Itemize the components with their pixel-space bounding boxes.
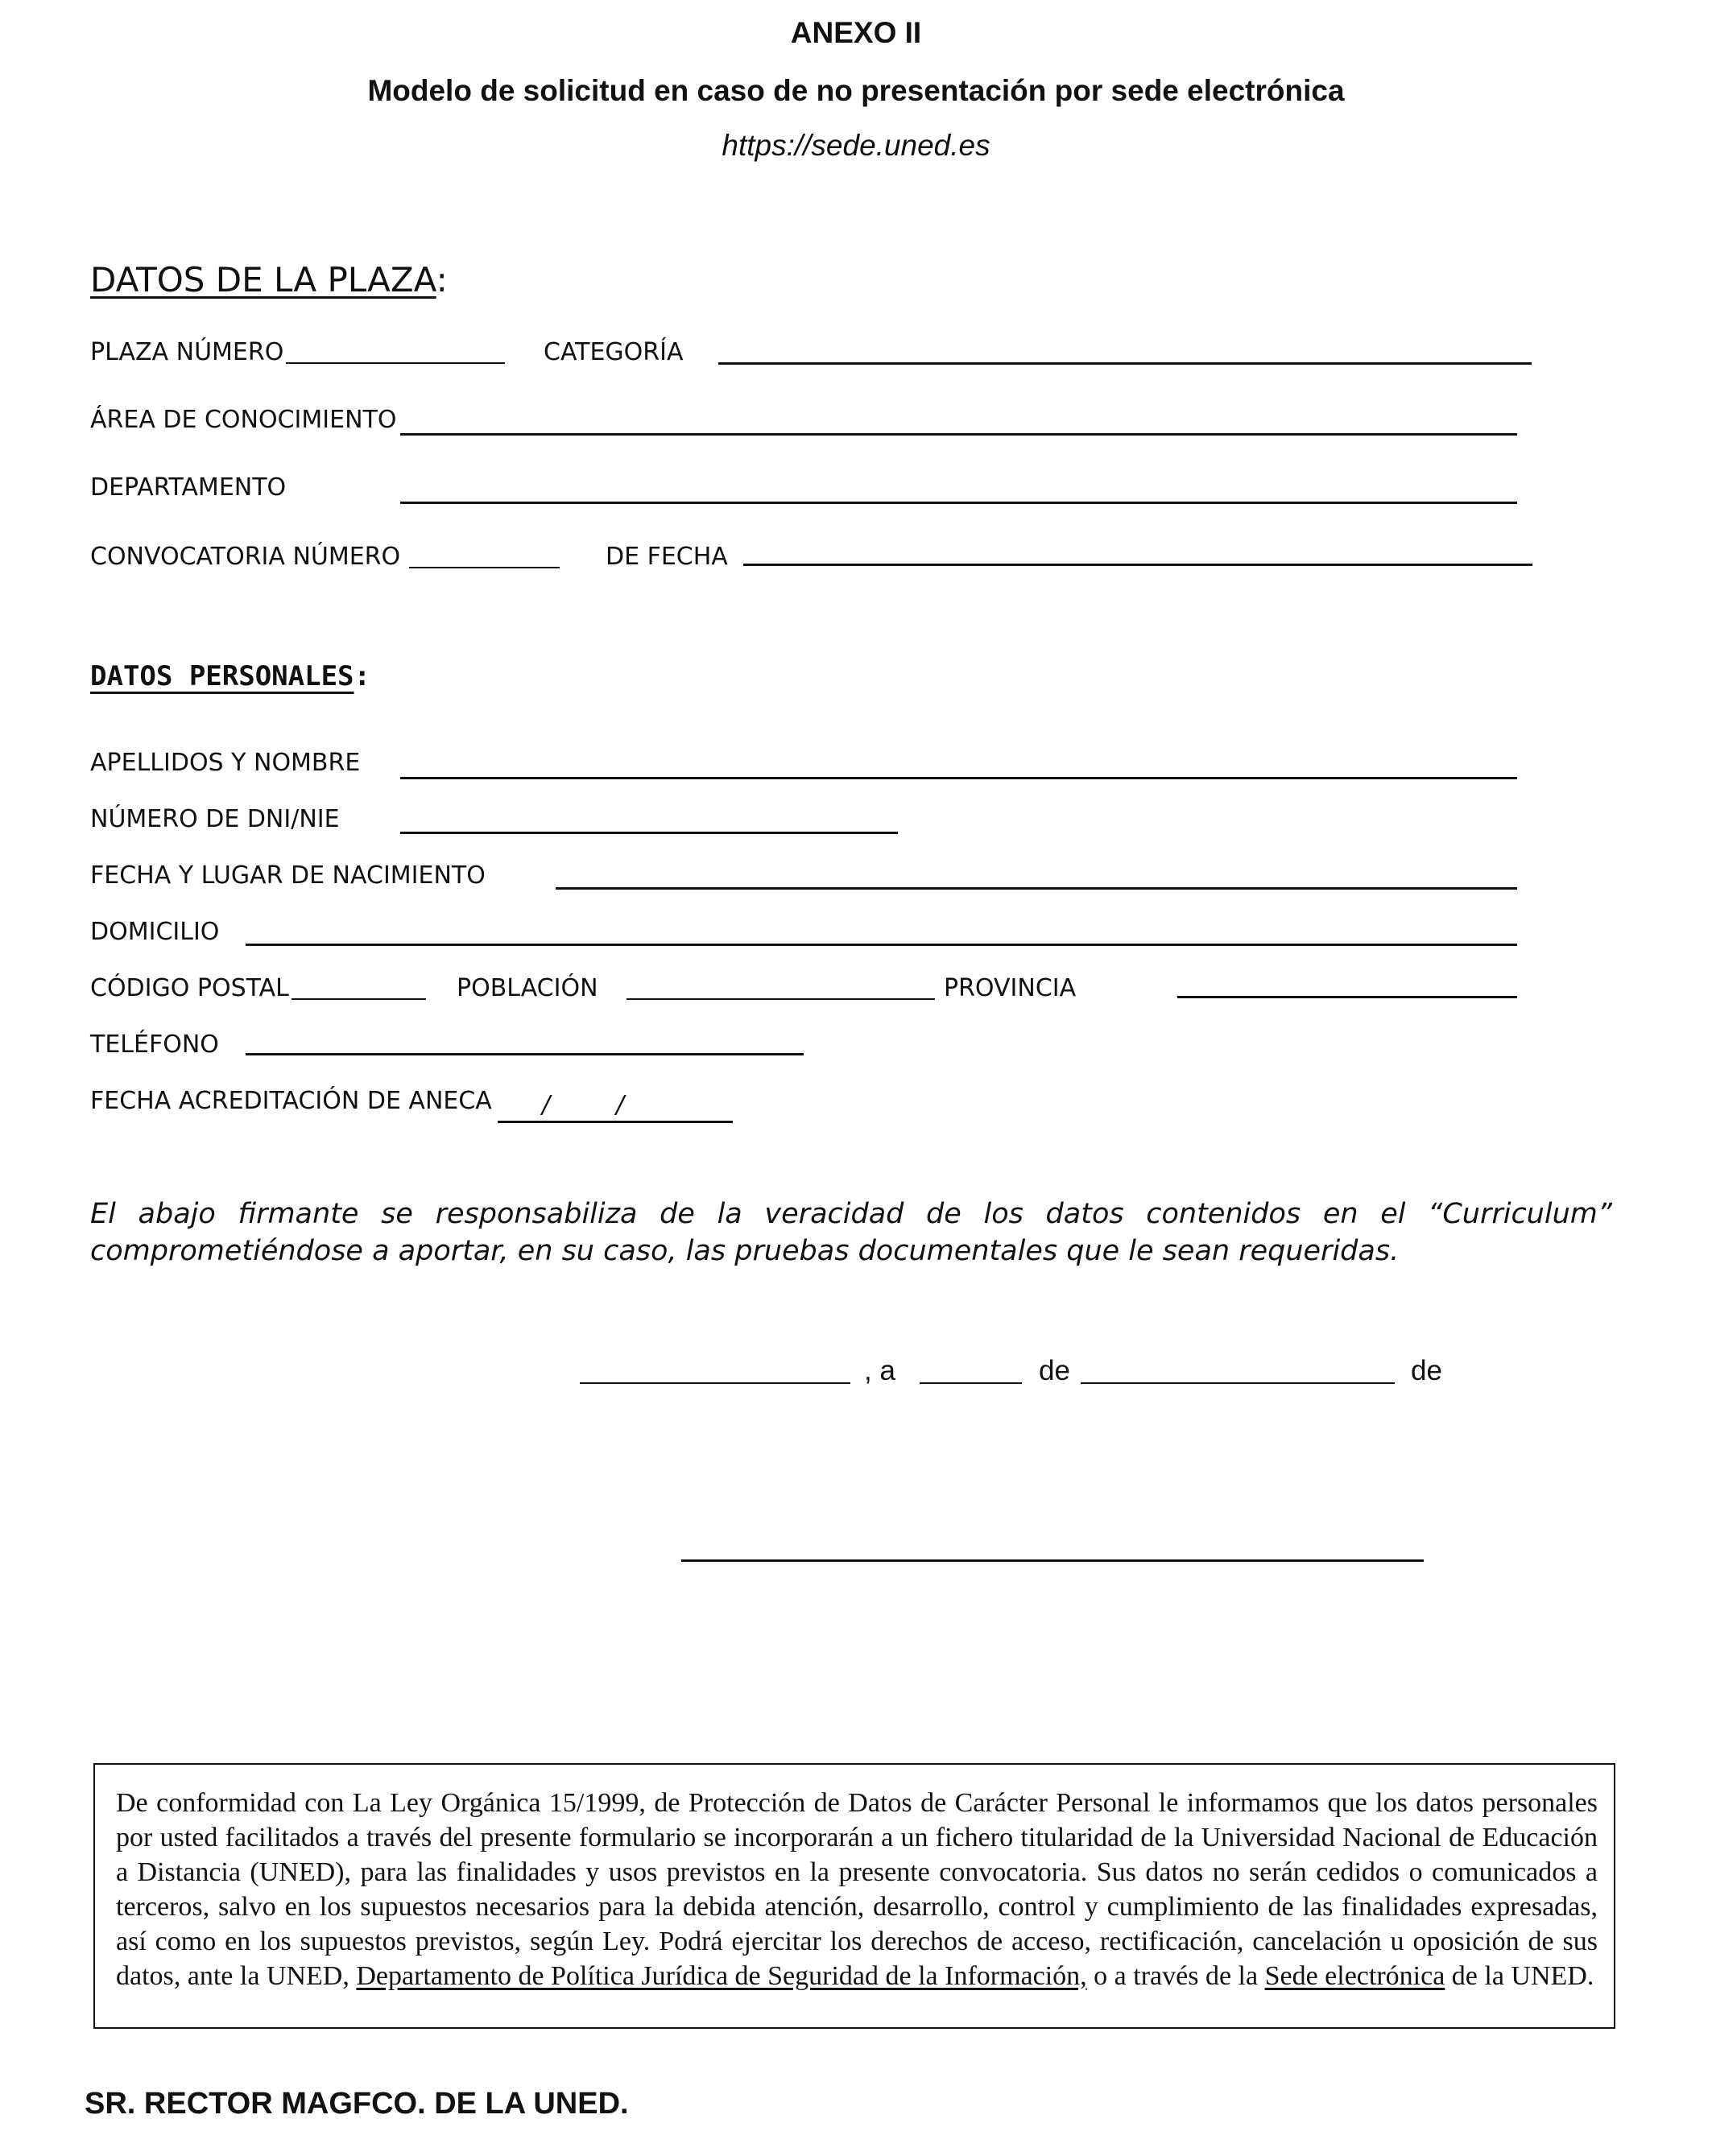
form-title: Modelo de solicitud en caso de no presentación por sede electrónica [367,74,1345,107]
sede-url[interactable]: https://sede.uned.es [722,129,990,162]
departamento-field[interactable] [400,502,1517,504]
addressee: SR. RECTOR MAGFCO. DE LA UNED. [85,2087,629,2121]
annex-title: ANEXO II [790,16,922,49]
signature-field[interactable] [681,1559,1424,1562]
area-label: ÁREA DE CONOCIMIENTO [90,406,397,434]
telefono-field[interactable] [246,1053,804,1055]
aneca-separator-1: / [542,1091,551,1119]
aneca-label: FECHA ACREDITACIÓN DE ANECA [90,1087,492,1115]
aneca-separator-2: / [616,1091,625,1119]
de-fecha-label: DE FECHA [606,543,728,571]
categoria-field[interactable] [718,362,1532,365]
plaza-numero-field[interactable] [286,362,505,364]
place-field[interactable] [580,1382,850,1384]
poblacion-label: POBLACIÓN [457,974,598,1002]
apellidos-field[interactable] [400,777,1517,779]
area-field[interactable] [400,433,1517,436]
sede-electronica-link[interactable]: Sede electrónica [1264,1961,1445,1991]
domicilio-field[interactable] [246,944,1517,946]
date-comma-a: , a [864,1355,895,1386]
categoria-label: CATEGORÍA [544,338,684,366]
personal-section-heading: DATOS PERSONALES: [90,660,370,692]
codigo-postal-field[interactable] [292,998,426,1000]
date-de-1: de [1039,1355,1070,1386]
notice-text: De conformidad con La Ley Orgánica 15/1999, de Protección de Datos de Carácter Personal le informamos que los datos personales por usted facilitados a través del presente formulario se incorporarán a un fichero titularidad de la Universidad Nacional de Educación a Distancia (UNED), para las finalidades y usos previstos en la presente convocatoria. Sus datos no serán cedidos o comunicados a terceros, salvo en los supuestos necesarios para la debida atención, desarrollo, control y cumplimiento de las finalidades expresadas, así como en los supuestos previstos, según Ley. Podrá ejercitar los derechos de acceso, rectificación, cancelación u oposición de sus datos, ante la UNED, Departamento de Política Jurídica de Seguridad de la Información, o a través de la Sede electrónica de la UNED. [116,1788,1598,1991]
aneca-date-field[interactable] [498,1121,733,1123]
plaza-section-heading: DATOS DE LA PLAZA: [90,260,448,299]
telefono-label: TELÉFONO [90,1031,219,1059]
nacimiento-label: FECHA Y LUGAR DE NACIMIENTO [90,861,486,890]
departamento-label: DEPARTAMENTO [90,473,287,502]
provincia-field[interactable] [1177,996,1517,998]
apellidos-label: APELLIDOS Y NOMBRE [90,749,361,777]
declaration-text: El abajo firmante se responsabiliza de la veracidad de los datos contenidos en el “Curriculum” comprometiéndose a aportar, en su caso, las pruebas documentales que le sean requeridas. [90,1198,1612,1267]
convocatoria-label: CONVOCATORIA NÚMERO [90,543,401,571]
domicilio-label: DOMICILIO [90,918,220,946]
data-protection-notice [93,1763,1615,2029]
date-de-2: de [1411,1355,1442,1386]
provincia-label: PROVINCIA [944,974,1077,1002]
plaza-numero-label: PLAZA NÚMERO [90,338,284,366]
departamento-link[interactable]: Departamento de Política Jurídica de Seguridad de la Información, [356,1961,1087,1991]
poblacion-field[interactable] [626,998,935,1000]
dni-label: NÚMERO DE DNI/NIE [90,805,340,833]
dni-field[interactable] [400,832,898,834]
month-field[interactable] [1081,1382,1395,1384]
de-fecha-field[interactable] [743,564,1532,566]
nacimiento-field[interactable] [556,887,1517,890]
codigo-postal-label: CÓDIGO POSTAL [90,974,289,1002]
convocatoria-field[interactable] [409,567,560,568]
day-field[interactable] [920,1382,1022,1384]
